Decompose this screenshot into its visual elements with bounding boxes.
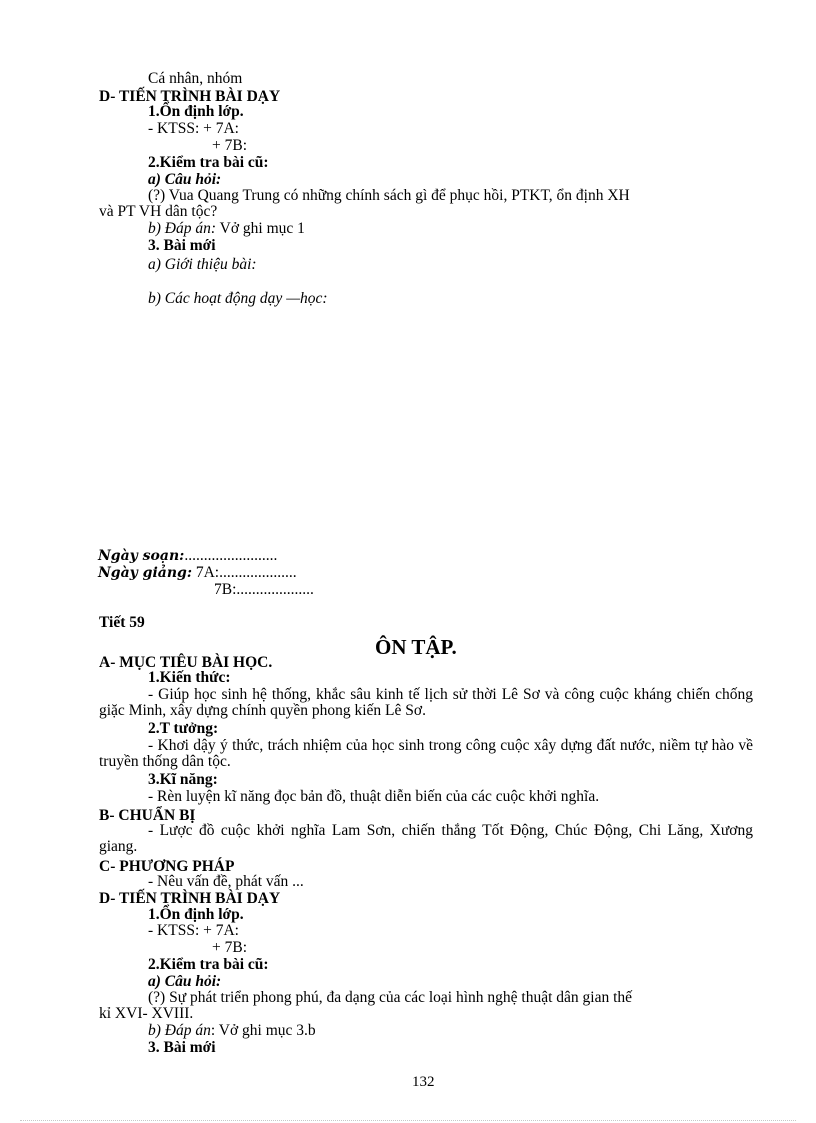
teaching-date-line — [98, 565, 297, 581]
subheading-old-lesson-check: 2.Kiểm tra bài cũ: — [148, 154, 269, 171]
section-a-heading: A- MỤC TIÊU BÀI HỌC. — [99, 654, 273, 671]
subheading-class-stabilization-2: 1.Ổn định lớp. — [148, 906, 244, 923]
section-d-heading: D- TIẾN TRÌNH BÀI DẠY — [99, 88, 281, 105]
teaching-date-7a: 7A:.................... — [191, 564, 297, 581]
question-text-line-2: và PT VH dân tộc? — [99, 203, 218, 220]
subheading-ideology: 2.T tưởng: — [148, 720, 219, 737]
subheading-new-lesson-2: 3. Bài mới — [148, 1039, 216, 1056]
answer-line-2 — [148, 1023, 316, 1039]
attendance-7a-2: - KTSS: + 7A: — [148, 922, 239, 939]
answer-line — [148, 221, 305, 237]
page-title: ÔN TẬP. — [375, 635, 457, 659]
answer-text: Vở ghi mục 1 — [216, 220, 305, 237]
preparation-date-line — [98, 548, 277, 564]
answer-label-2: b) Đáp án — [148, 1022, 211, 1039]
question-label-2: a) Câu hỏi: — [148, 973, 222, 990]
preparation-date-label: Ngày soạn: — [98, 548, 185, 564]
question-text-line-1: (?) Vua Quang Trung có những chính sách gì để phục hồi, PTKT, ổn định XH — [148, 187, 630, 204]
subheading-new-lesson: 3. Bài mới — [148, 237, 216, 254]
attendance-7a: - KTSS: + 7A: — [148, 120, 239, 137]
attendance-7b: + 7B: — [212, 137, 248, 154]
subheading-skills: 3.Kĩ năng: — [148, 771, 218, 788]
teaching-date-7b: 7B:.................... — [214, 581, 314, 598]
teaching-method-text: Cá nhân, nhóm — [148, 70, 243, 87]
skills-text: - Rèn luyện kĩ năng đọc bản đồ, thuật diễn biến của các cuộc khởi nghĩa. — [148, 788, 600, 805]
preparation-date-dots: ........................ — [184, 547, 278, 564]
method-text: - Nêu vấn đề, phát vấn ... — [148, 873, 304, 890]
section-b-heading: B- CHUẨN BỊ — [99, 807, 196, 824]
attendance-7b-2: + 7B: — [212, 939, 248, 956]
question-label: a) Câu hỏi: — [148, 171, 222, 188]
lesson-intro-label: a) Giới thiệu bài: — [148, 256, 257, 273]
section-d-heading-2: D- TIẾN TRÌNH BÀI DẠY — [99, 890, 281, 907]
section-c-heading: C- PHƯƠNG PHÁP — [99, 858, 235, 875]
subheading-class-stabilization: 1.Ổn định lớp. — [148, 103, 244, 120]
page-bottom-divider — [20, 1120, 796, 1121]
question-text-2-line-2: kỉ XVI- XVIII. — [99, 1005, 194, 1022]
teaching-date-label: Ngày giảng: — [98, 565, 192, 581]
answer-text-2: : Vở ghi mục 3.b — [210, 1022, 316, 1039]
page-number: 132 — [412, 1074, 435, 1090]
answer-label: b) Đáp án: — [148, 220, 217, 237]
preparation-text: - Lược đồ cuộc khởi nghĩa Lam Sơn, chiến thắng Tốt Động, Chúc Động, Chi Lăng, Xương giang. — [99, 822, 753, 855]
subheading-old-lesson-check-2: 2.Kiểm tra bài cũ: — [148, 956, 269, 973]
lesson-number: Tiết 59 — [99, 614, 145, 631]
question-text-2-line-1: (?) Sự phát triển phong phú, đa dạng của các loại hình nghệ thuật dân gian thế — [148, 989, 633, 1006]
subheading-knowledge: 1.Kiến thức: — [148, 669, 231, 686]
ideology-text: - Khơi dậy ý thức, trách nhiệm của học sinh trong công cuộc xây dựng đất nước, niềm tự hào về truyền thống dân tộc. — [99, 737, 753, 770]
teaching-activities-label: b) Các hoạt động dạy —học: — [148, 290, 328, 307]
knowledge-text: - Giúp học sinh hệ thống, khắc sâu kinh tế lịch sử thời Lê Sơ và công cuộc kháng chiến chống giặc Minh, xây dựng chính quyền phong kiến Lê Sơ. — [99, 686, 753, 719]
